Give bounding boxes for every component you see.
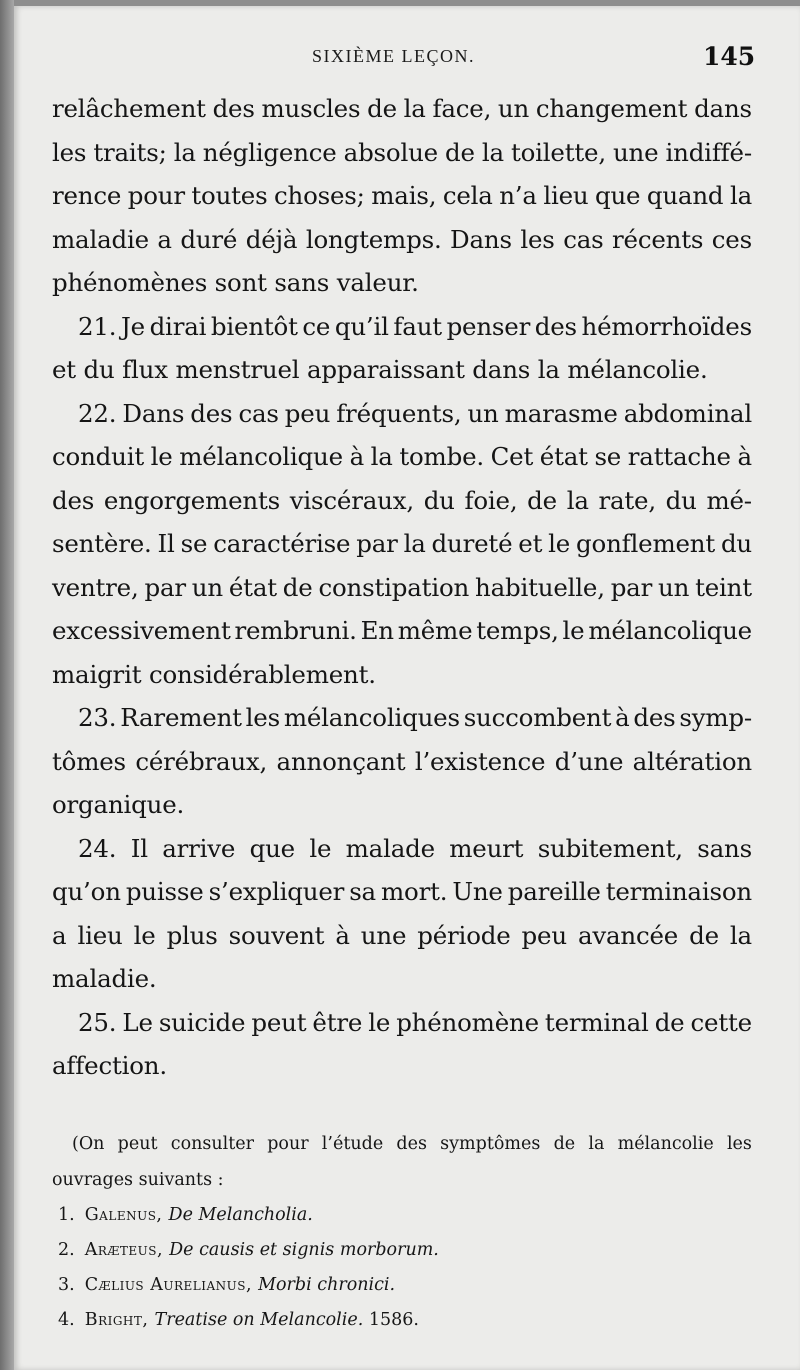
- word: choses;: [273, 181, 365, 210]
- note-intro-line: [52, 1126, 752, 1162]
- word: habituelle,: [475, 572, 605, 602]
- line-text: maladie.: [52, 964, 157, 993]
- word: état: [228, 572, 277, 602]
- word: peut: [251, 1007, 307, 1037]
- word: viscéraux,: [289, 485, 414, 515]
- word: par: [144, 572, 186, 602]
- reference-author: Galenus,: [84, 1205, 169, 1225]
- word: sans: [697, 833, 752, 863]
- word: le: [133, 920, 156, 950]
- word: cette: [690, 1007, 752, 1037]
- word: que: [249, 833, 295, 863]
- word: dureté: [431, 529, 513, 558]
- word: qu’il: [334, 311, 389, 341]
- word: l’existence: [414, 746, 546, 776]
- word: muscles: [261, 94, 361, 123]
- word: le: [548, 529, 571, 558]
- text-line: [52, 392, 752, 436]
- word: plus: [166, 920, 218, 950]
- text-line: [52, 479, 752, 523]
- word: face,: [432, 94, 492, 123]
- word: mélancoliques: [283, 703, 460, 732]
- reference-year: 1586.: [363, 1310, 419, 1330]
- word: du: [720, 529, 752, 558]
- word: et: [518, 529, 543, 558]
- word: 22.: [78, 398, 117, 428]
- text-line: [52, 827, 752, 871]
- word: pour: [127, 181, 185, 210]
- line-text: phénomènes sont sans valeur.: [52, 268, 419, 297]
- word: dirai: [149, 311, 207, 341]
- note-intro-line: [52, 1162, 752, 1198]
- word: le: [150, 442, 173, 471]
- word: puisse: [125, 877, 204, 906]
- word: être: [312, 1007, 363, 1037]
- word: état: [539, 442, 588, 471]
- word: terminaison: [605, 877, 752, 906]
- word: ce: [302, 311, 331, 341]
- word: cas: [563, 224, 604, 254]
- word: l’étude: [321, 1134, 384, 1154]
- word: de: [367, 94, 397, 123]
- word: Dans: [122, 398, 185, 428]
- text-line: [52, 348, 752, 392]
- word: peu: [284, 398, 331, 428]
- reference-item: [52, 1303, 752, 1338]
- word: a: [157, 224, 172, 254]
- word: ces: [711, 224, 752, 254]
- word: phénomène: [396, 1007, 539, 1037]
- word: rembruni.: [234, 616, 357, 645]
- word: les: [52, 137, 87, 167]
- word: cas: [238, 398, 279, 428]
- word: duré: [180, 224, 238, 254]
- word: terminal: [544, 1007, 649, 1037]
- text-line: [52, 957, 752, 1001]
- word: longtemps.: [305, 224, 442, 254]
- word: le: [309, 833, 332, 863]
- word: conduit: [52, 442, 144, 471]
- word: que: [594, 181, 641, 210]
- word: se: [180, 529, 208, 558]
- word: souvent: [228, 920, 325, 950]
- word: les: [726, 1134, 752, 1154]
- word: malade: [345, 833, 435, 863]
- chapter-title: SIXIÈME LEÇON.: [312, 46, 475, 66]
- text-line: [52, 1001, 752, 1045]
- word: des: [534, 311, 577, 341]
- reference-item: [52, 1198, 752, 1233]
- main-text-block: [52, 87, 752, 1088]
- word: pareille: [507, 877, 601, 906]
- word: lieu: [543, 181, 589, 210]
- text-line: [52, 653, 752, 697]
- word: sa: [349, 877, 376, 906]
- word: se: [594, 442, 622, 471]
- word: rate,: [598, 485, 656, 515]
- word: Il: [130, 833, 148, 863]
- word: quand: [646, 181, 724, 210]
- word: succombent: [463, 703, 612, 732]
- word: relâchement: [52, 94, 206, 123]
- word: de: [445, 137, 475, 167]
- word: rence: [52, 181, 122, 210]
- word: engorgements: [103, 485, 281, 515]
- reference-author: Aræteus,: [84, 1240, 170, 1260]
- reference-number: 3.: [58, 1275, 75, 1295]
- text-line: [52, 870, 752, 914]
- word: du: [665, 485, 697, 515]
- word: de: [282, 572, 313, 602]
- word: sentère.: [52, 529, 152, 558]
- word: même: [397, 616, 473, 645]
- word: le: [368, 1007, 391, 1037]
- reference-number: 1.: [58, 1205, 75, 1225]
- word: toilette,: [510, 137, 606, 167]
- word: du: [423, 485, 455, 515]
- word: changement: [535, 94, 688, 123]
- text-line: [52, 740, 752, 784]
- word: des: [633, 703, 676, 732]
- word: tombe.: [399, 442, 484, 471]
- word: un: [497, 94, 530, 123]
- word: d’une: [554, 746, 624, 776]
- word: négligence: [202, 137, 337, 167]
- word: la: [566, 485, 589, 515]
- word: 23.: [78, 703, 117, 732]
- bibliography-note: [52, 1126, 752, 1338]
- word: indiffé-: [665, 137, 752, 167]
- word: consulter: [170, 1134, 254, 1154]
- word: un: [467, 398, 499, 428]
- word: arrive: [162, 833, 236, 863]
- word: lieu: [77, 920, 123, 950]
- word: déjà: [245, 224, 298, 254]
- word: qu’on: [52, 877, 121, 906]
- reference-author: Bright,: [84, 1310, 155, 1330]
- word: teint: [695, 572, 752, 602]
- word: la: [729, 181, 752, 210]
- word: mé-: [706, 485, 752, 515]
- word: par: [610, 572, 653, 602]
- reference-title: Treatise on Melancolie.: [154, 1310, 364, 1330]
- word: gonflement: [576, 529, 716, 558]
- text-line: [52, 261, 752, 305]
- page-number: 145: [703, 42, 756, 71]
- word: temps,: [476, 616, 559, 645]
- word: 25.: [78, 1007, 117, 1037]
- word: la: [729, 920, 752, 950]
- word: à: [737, 442, 752, 471]
- word: période: [417, 920, 511, 950]
- reference-title: Morbi chronici.: [258, 1275, 396, 1295]
- line-text: organique.: [52, 790, 185, 819]
- word: marasme: [504, 398, 618, 428]
- word: penser: [446, 311, 531, 341]
- text-line: [52, 522, 752, 566]
- reference-number: 2.: [58, 1240, 75, 1260]
- word: des: [396, 1134, 427, 1154]
- word: hémorrhoïdes: [581, 311, 752, 341]
- word: toutes: [191, 181, 268, 210]
- text-line: [52, 174, 752, 218]
- word: mais,: [371, 181, 437, 210]
- reference-item: [52, 1233, 752, 1268]
- word: n’a: [499, 181, 537, 210]
- text-line: [52, 783, 752, 827]
- word: tômes: [52, 746, 126, 776]
- word: mélancolique: [588, 616, 752, 645]
- word: symp-: [679, 703, 752, 732]
- word: fréquents,: [336, 398, 462, 428]
- word: En: [360, 616, 394, 645]
- word: symptômes: [440, 1134, 541, 1154]
- word: rattache: [627, 442, 731, 471]
- word: le: [562, 616, 585, 645]
- word: constipation: [318, 572, 470, 602]
- word: meurt: [449, 833, 524, 863]
- word: des: [52, 485, 95, 515]
- word: de: [553, 1134, 576, 1154]
- word: par: [356, 529, 398, 558]
- reference-title: De causis et signis morborum.: [169, 1240, 439, 1260]
- word: la: [588, 1134, 605, 1154]
- word: a: [52, 920, 67, 950]
- word: Une: [452, 877, 503, 906]
- word: subitement,: [537, 833, 683, 863]
- word: les: [245, 703, 280, 732]
- word: 21.: [78, 311, 117, 341]
- reference-number: 4.: [58, 1310, 75, 1330]
- word: Rarement: [120, 703, 242, 732]
- text-line: [52, 305, 752, 349]
- word: Cet: [490, 442, 534, 471]
- text-line: [52, 131, 752, 175]
- text-line: [52, 1044, 752, 1088]
- word: cela: [442, 181, 493, 210]
- word: un: [191, 572, 223, 602]
- word: de: [654, 1007, 685, 1037]
- running-head: [0, 42, 800, 76]
- word: cérébraux,: [135, 746, 268, 776]
- word: à: [615, 703, 630, 732]
- text-line: [52, 566, 752, 610]
- word: suicide: [158, 1007, 246, 1037]
- word: caractérise: [213, 529, 351, 558]
- word: de: [689, 920, 719, 950]
- text-line: [52, 914, 752, 958]
- word: mélancolique: [179, 442, 343, 471]
- word: Dans: [450, 224, 512, 254]
- word: abdominal: [623, 398, 752, 428]
- word: de: [527, 485, 557, 515]
- word: Il: [157, 529, 175, 558]
- word: une: [360, 920, 407, 950]
- word: à: [335, 920, 350, 950]
- word: bientôt: [210, 311, 298, 341]
- line-text: maigrit considérablement.: [52, 659, 376, 689]
- word: dans: [694, 94, 752, 123]
- word: la: [481, 137, 504, 167]
- word: mélancolie: [617, 1134, 714, 1154]
- word: récents: [612, 224, 704, 254]
- word: mort.: [381, 877, 448, 906]
- word: s’expliquer: [208, 877, 345, 906]
- line-text: affection.: [52, 1051, 167, 1080]
- line-text: et du flux menstruel apparaissant dans la mélancolie.: [52, 355, 708, 384]
- word: excessivement: [52, 616, 231, 645]
- word: la: [403, 94, 426, 123]
- reference-item: [52, 1268, 752, 1303]
- text-line: [52, 435, 752, 479]
- word: un: [658, 572, 690, 602]
- word: peu: [521, 920, 567, 950]
- word: avancée: [577, 920, 679, 950]
- word: Le: [122, 1007, 153, 1037]
- word: faut: [393, 311, 442, 341]
- text-line: [52, 609, 752, 653]
- word: Je: [121, 311, 145, 341]
- word: foie,: [464, 485, 518, 515]
- word: altération: [632, 746, 752, 776]
- word: la: [370, 442, 393, 471]
- word: ventre,: [52, 572, 139, 602]
- word: des: [212, 94, 255, 123]
- word: la: [403, 529, 426, 558]
- word: peut: [117, 1134, 158, 1154]
- word: traits;: [93, 137, 167, 167]
- word: 24.: [78, 833, 117, 863]
- text-line: [52, 218, 752, 262]
- text-line: [52, 87, 752, 131]
- word: à: [349, 442, 364, 471]
- reference-list: [52, 1198, 752, 1338]
- reference-title: De Melancholia.: [168, 1205, 313, 1225]
- note-intro-text: ouvrages suivants :: [52, 1170, 224, 1190]
- word: les: [520, 224, 555, 254]
- word: pour: [267, 1134, 309, 1154]
- page-gutter-shadow: [0, 0, 14, 1370]
- word: une: [612, 137, 659, 167]
- word: (On: [72, 1134, 105, 1154]
- reference-author: Cælius Aurelianus,: [84, 1275, 259, 1295]
- word: annonçant: [276, 746, 406, 776]
- word: la: [173, 137, 196, 167]
- text-line: [52, 696, 752, 740]
- word: des: [190, 398, 233, 428]
- word: maladie: [52, 224, 149, 254]
- word: absolue: [343, 137, 438, 167]
